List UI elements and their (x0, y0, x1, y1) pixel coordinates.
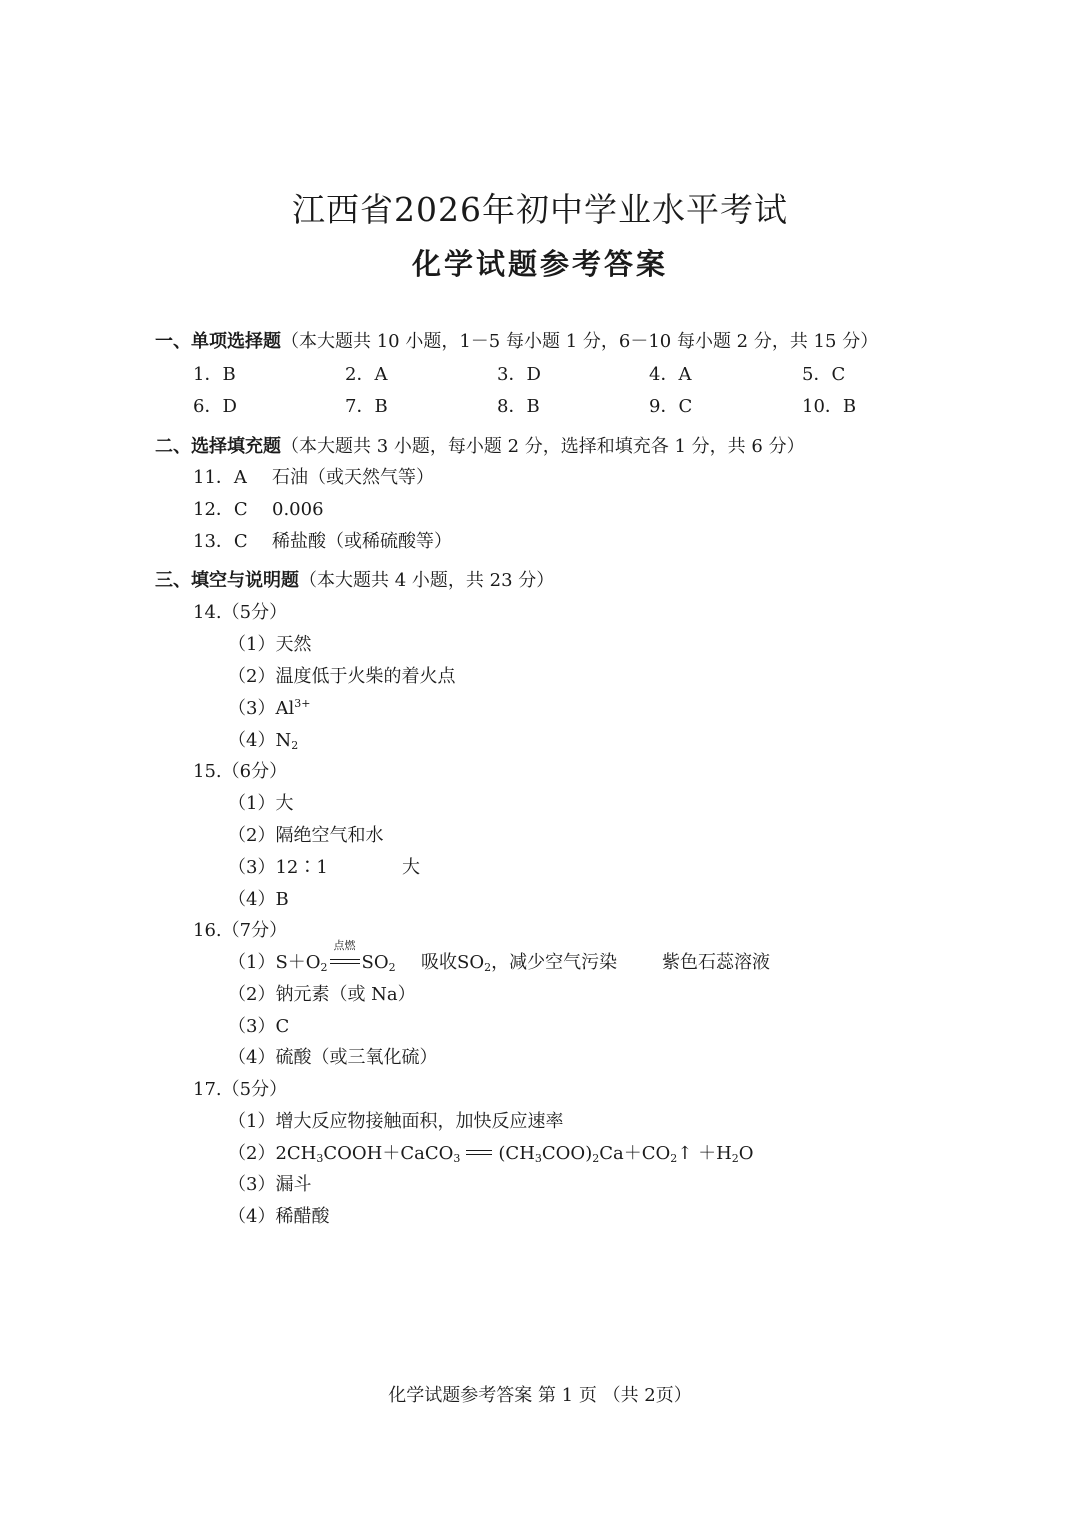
answer-11-fill: 石油（或天然气等） (272, 467, 434, 488)
q16-answer-3: （3）C (228, 1016, 290, 1037)
q14-answer-4-text: （4）N (228, 730, 292, 751)
q17-eq-part-1: （2）2CH (228, 1143, 317, 1164)
answer-7: 7．B (345, 396, 388, 417)
q17-eq-part-5: Ca＋CO (599, 1143, 671, 1164)
q16-eq-sign (330, 959, 360, 964)
answer-9: 9．C (649, 396, 693, 417)
section-2-title: 二、选择填充题 (155, 436, 281, 457)
q16-answer-4: （4）硫酸（或三氧化硫） (228, 1047, 438, 1068)
section-3-desc: （本大题共 4 小题，共 23 分） (299, 570, 555, 591)
q17-title: 17.（5分） (193, 1079, 288, 1100)
section-3-heading (155, 572, 554, 590)
q15-answer-3-extra: 大 (402, 857, 420, 878)
q15-answer-3: （3）12∶1 (228, 857, 328, 878)
answer-4: 4．A (649, 364, 692, 385)
page-footer: 化学试题参考答案 第 1 页 （共 2页） (388, 1385, 692, 1406)
section-1-heading (155, 333, 878, 351)
q17-eq-sub-5: 2 (670, 1152, 678, 1165)
q14-answer-2: （2）温度低于火柴的着火点 (228, 666, 456, 687)
q16-eq-sub-2: 2 (388, 961, 396, 974)
q15-title: 15.（6分） (193, 761, 288, 782)
answer-12-fill: 0.006 (272, 499, 324, 520)
q14-title: 14.（5分） (193, 602, 288, 623)
q14-answer-3-text: （3）Al (228, 698, 295, 719)
q16-eq-reactants: （1）S＋O (228, 952, 321, 973)
q17-eq-part-7: O (738, 1143, 754, 1164)
q14-answer-3 (228, 697, 311, 719)
q17-eq-sign (466, 1150, 492, 1155)
q17-eq-sub-3: 3 (534, 1152, 542, 1165)
answer-12-choice: 12．C (193, 499, 248, 520)
answer-13-choice: 13．C (193, 531, 248, 552)
q14-answer-4-sub: 2 (291, 739, 299, 752)
q15-answer-1: （1）大 (228, 793, 294, 814)
q16-answer-1-equation (228, 939, 396, 974)
answer-10: 10．B (802, 396, 857, 417)
q17-eq-sub-1: 3 (316, 1152, 324, 1165)
section-2-heading (155, 438, 805, 456)
q17-eq-part-4: COO) (541, 1143, 593, 1164)
q14-answer-4 (228, 732, 298, 750)
section-1-desc: （本大题共 10 小题，1－5 每小题 1 分，6－10 每小题 2 分，共 15 分） (281, 331, 879, 352)
q17-answer-4: （4）稀醋酸 (228, 1206, 330, 1227)
document-subtitle: 化学试题参考答案 (411, 247, 668, 281)
answer-6: 6．D (193, 396, 237, 417)
q17-eq-sub-6: 2 (731, 1152, 739, 1165)
q16-eq-condition (328, 939, 362, 972)
q17-eq-part-3: (CH (498, 1143, 535, 1164)
q17-eq-sub-4: 2 (592, 1152, 600, 1165)
q15-answer-4: （4）B (228, 889, 289, 910)
q16-part2-sub: 2 (484, 961, 492, 974)
q16-eq-condition-label: 点燃 (333, 939, 356, 952)
q15-answer-2: （2）隔绝空气和水 (228, 825, 384, 846)
q17-eq-sub-2: 3 (453, 1152, 461, 1165)
q17-eq-part-2: COOH＋CaCO (323, 1143, 454, 1164)
q16-part2-pre: 吸收SO (421, 952, 485, 973)
section-3-title: 三、填空与说明题 (155, 570, 299, 591)
q16-answer-1-part2 (421, 954, 617, 972)
q16-eq-sub-1: 2 (320, 961, 328, 974)
section-2-desc: （本大题共 3 小题，每小题 2 分，选择和填充各 1 分，共 6 分） (281, 436, 805, 457)
q17-answer-1: （1）增大反应物接触面积，加快反应速率 (228, 1111, 564, 1132)
answer-8: 8．B (497, 396, 540, 417)
q17-answer-3: （3）漏斗 (228, 1174, 312, 1195)
answer-1: 1．B (193, 364, 236, 385)
q16-part2-post: ，减少空气污染 (491, 952, 618, 973)
q16-answer-1-part3: 紫色石蕊溶液 (662, 952, 770, 973)
q17-answer-2-equation (228, 1145, 754, 1163)
q16-answer-2: （2）钠元素（或 Na） (228, 984, 416, 1005)
q16-title: 16.（7分） (193, 920, 288, 941)
q17-eq-part-6: ↑ ＋H (677, 1143, 732, 1164)
q14-answer-1: （1）天然 (228, 634, 312, 655)
answer-13-fill: 稀盐酸（或稀硫酸等） (272, 531, 452, 552)
answer-2: 2．A (345, 364, 388, 385)
section-1-title: 一、单项选择题 (155, 331, 281, 352)
answer-3: 3．D (497, 364, 541, 385)
q16-eq-product: SO (361, 952, 389, 973)
answer-11-choice: 11．A (193, 467, 247, 488)
q14-answer-3-charge: 3+ (294, 697, 311, 710)
answer-5: 5．C (802, 364, 846, 385)
document-title: 江西省2026年初中学业水平考试 (292, 190, 788, 229)
